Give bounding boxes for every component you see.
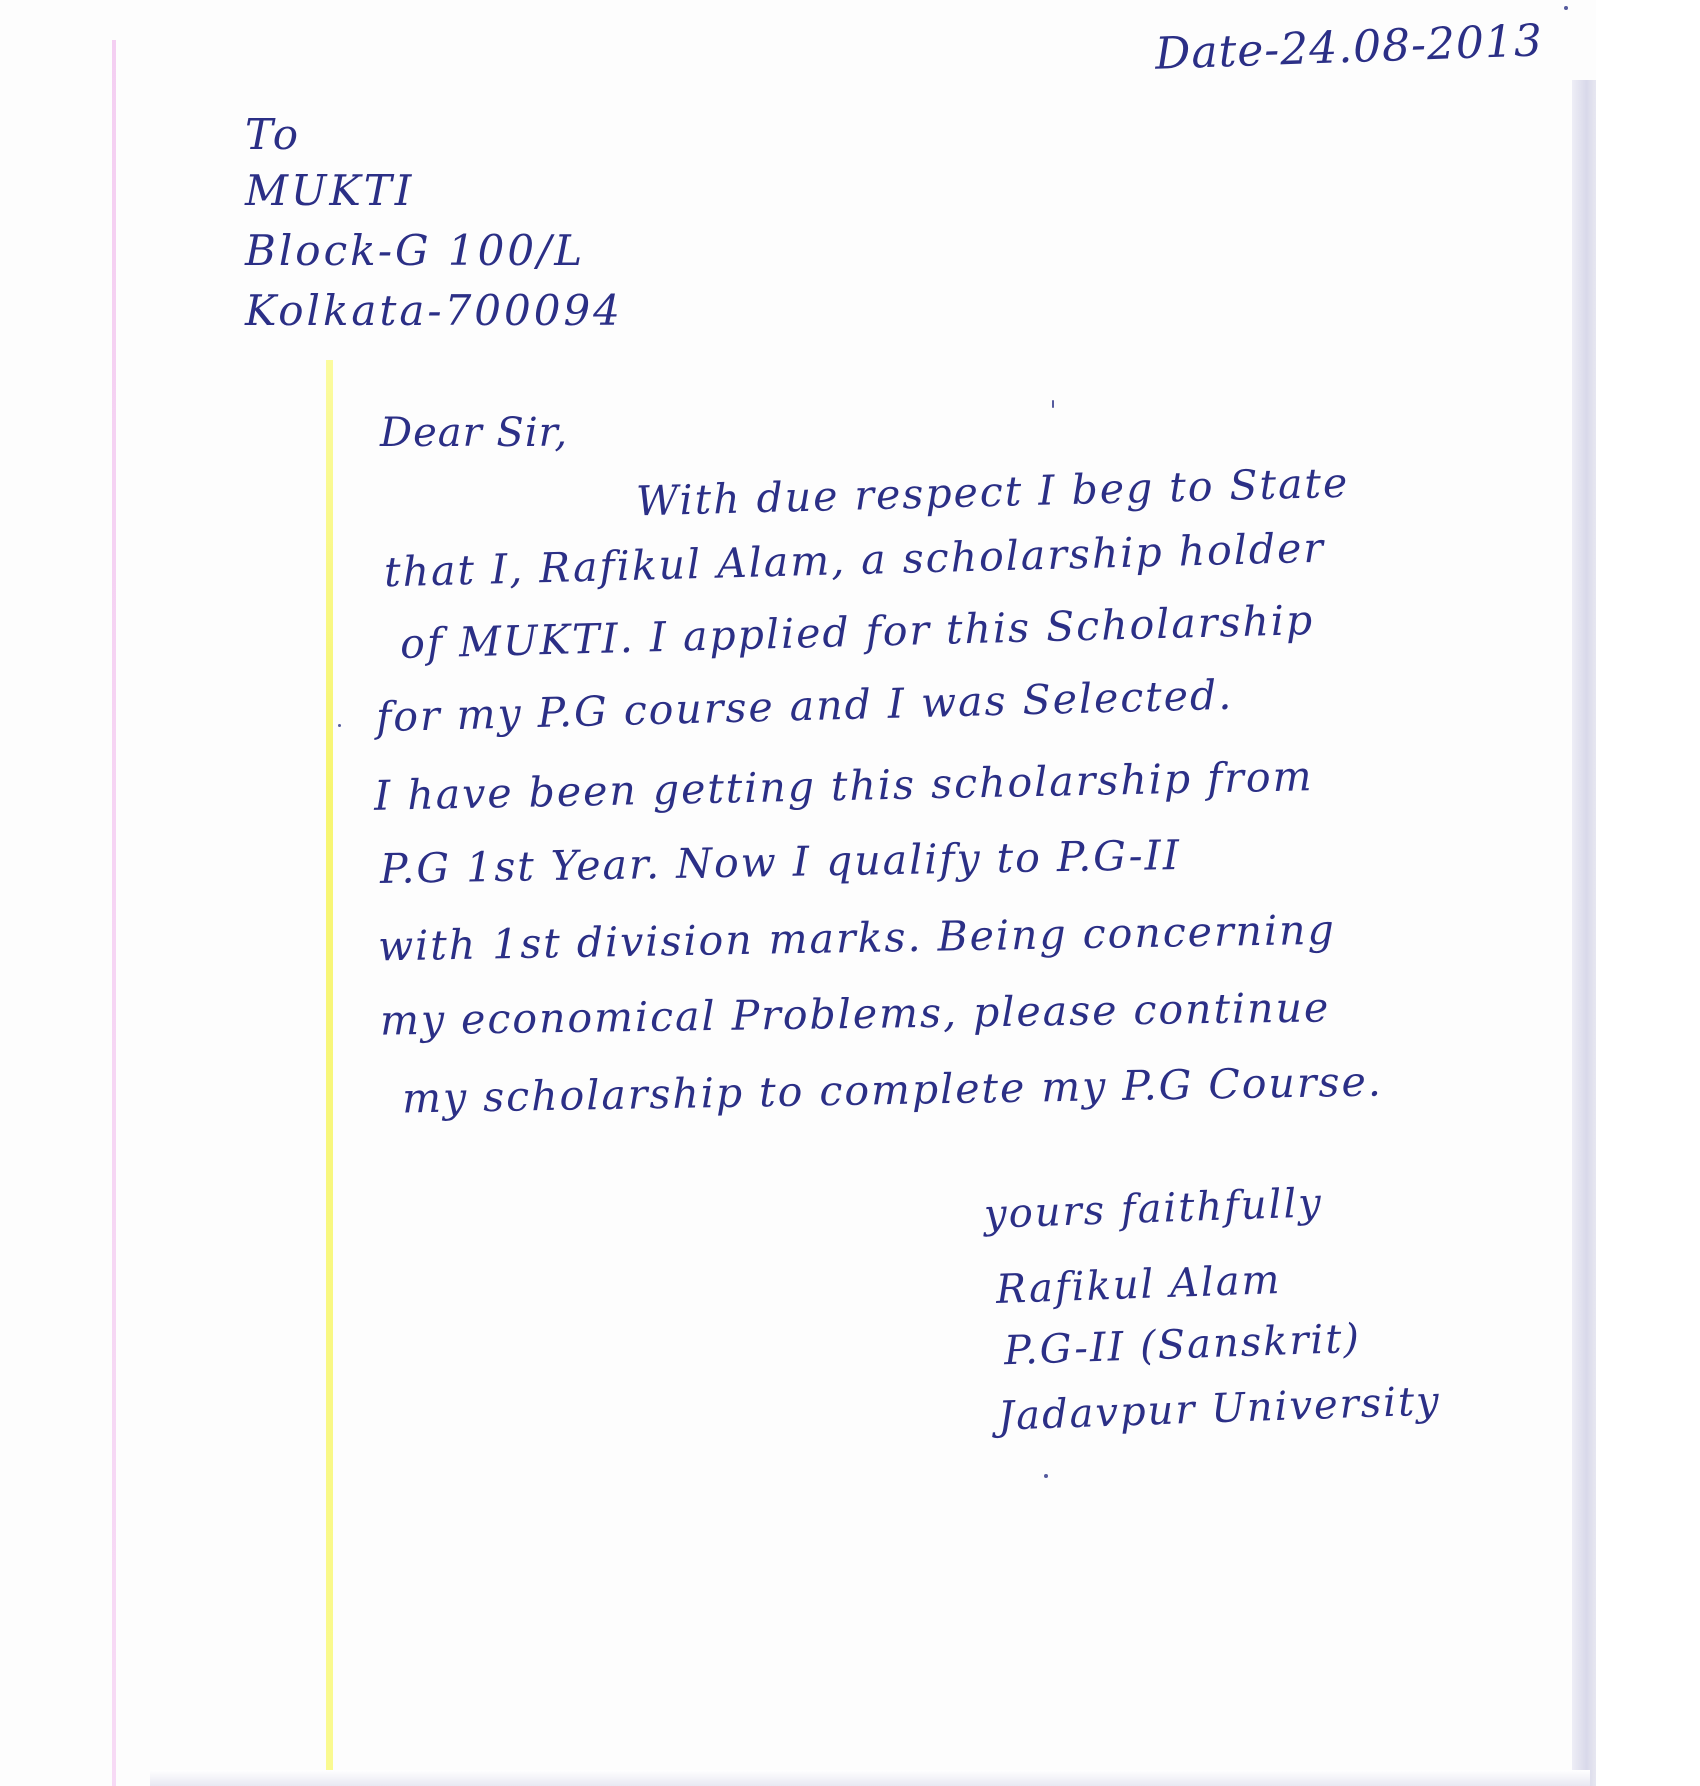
scan-speck (1044, 1474, 1048, 1478)
yellow-margin-line (326, 360, 333, 1786)
signature-program: P.G-II (Sanskrit) (1003, 1315, 1362, 1375)
signature-university: Jadavpur University (997, 1378, 1442, 1440)
address-line: Kolkata-700094 (245, 286, 623, 335)
scan-speck (1564, 6, 1568, 10)
scan-speck (1052, 400, 1054, 408)
address-line: To (245, 110, 302, 159)
salutation: Dear Sir, (380, 410, 569, 456)
letter-date: Date-24.08-2013 (1154, 15, 1544, 80)
address-line: MUKTI (245, 166, 415, 215)
body-line: for my P.G course and I was Selected. (375, 670, 1234, 742)
body-line: my economical Problems, please continue (379, 983, 1331, 1045)
body-line: with 1st division marks. Being concerning (377, 905, 1337, 971)
scan-edge-shadow (1572, 80, 1596, 1786)
signature-name: Rafikul Alam (995, 1257, 1283, 1313)
scan-bottom-edge (150, 1770, 1590, 1786)
body-line: P.G 1st Year. Now I qualify to P.G-II (379, 831, 1182, 893)
body-line: that I, Rafikul Alam, a scholarship holder (383, 523, 1326, 597)
valediction: yours faithfully (983, 1180, 1324, 1238)
body-line: of MUKTI. I applied for this Scholarship (399, 596, 1315, 668)
scan-border (1596, 0, 1700, 1786)
body-line: I have been getting this scholarship from (373, 752, 1314, 820)
pink-margin-line (112, 40, 116, 1786)
body-line: With due respect I beg to State (635, 458, 1350, 526)
body-line: my scholarship to complete my P.G Course. (401, 1057, 1384, 1123)
address-line: Block-G 100/L (245, 226, 586, 275)
scan-speck (338, 724, 341, 727)
